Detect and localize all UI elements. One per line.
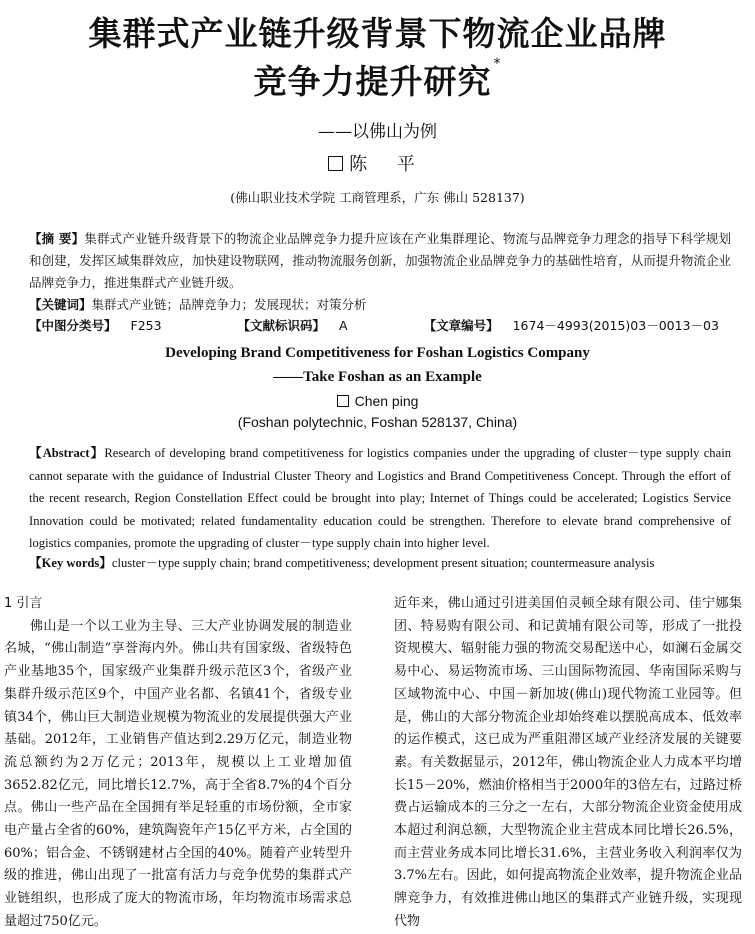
english-affiliation: (Foshan polytechnic, Foshan 528137, China)	[237, 414, 518, 430]
english-author-name: Chen ping	[354, 393, 419, 409]
english-abstract	[29, 442, 731, 555]
author-line	[0, 150, 755, 176]
author-affiliation: (佛山职业技术学院 工商管理系，广东 佛山 528137)	[230, 190, 525, 205]
classification-line	[29, 316, 719, 334]
english-author	[0, 393, 755, 409]
body-column-left	[4, 593, 352, 934]
footnote-mark: *	[493, 56, 502, 72]
body-paragraph-left: 佛山是一个以工业为主导、三大产业协调发展的制造业名城，“佛山制造”享誉海内外。佛山共有国家级、省级特色产业基地35个，国家级产业集群升级示范区3个，省级产业集群升级示范区9个，中国产业名都、名镇41个，省级专业镇34个，佛山巨大制造业规模为物流业的发展提供强大产业基础。2012年，工业销售产值达到2.29万亿元，制造业物流总额约为2万亿元；2013年，规模以上工业增加值3652.82亿元，同比增长12.7%，高于全省8.7%的4个百分点。佛山一些产品在全国拥有举足轻重的市场份额，全市家电产量占全省的60%，建筑陶瓷年产15亿平方米，占全国的60%；铝合金、不锈钢建材占全国的40%。随着产业转型升级的推进，佛山出现了一批富有活力与竞争优势的集群式产业链组织，也形成了庞大的物流市场，年均物流市场需求总量超过750亿元。	[4, 618, 352, 929]
abstract-cn-text: 集群式产业链升级背景下的物流企业品牌竞争力提升应该在产业集群理论、物流与品牌竞争力理念的指导下科学规划和创建，发挥区域集群效应，加快建设物联网，推动物流服务创新，加强物流企业品牌竞争力的基础性培育，从而提升物流企业品牌竞争力，推进集群式产业链升级。	[29, 231, 731, 290]
doc-code-value: A	[339, 318, 348, 333]
paper-title-line2-text: 竞争力提升研究	[253, 62, 492, 101]
english-abstract-text: Research of developing brand competitiveness for logistics companies under the upgrading of cluster－type supply chain cannot separate with the guidance of Industrial Cluster Theory and Logistics and Brand Competitiveness Concept. Through the effort of the recent research, Region Constellation Effect could be brought into play; Internet of Things could be accelerated; Logistics Service Innovation could be motivated; related fundamentality education could be strengthen. Therefore to elevate brand comprehensive of logistics companies, promote the upgrading of cluster－type supply chain into higher level.	[29, 446, 731, 550]
abstract-cn	[29, 228, 731, 294]
article-number-label: 【文章编号】	[423, 318, 499, 333]
author-box-icon	[328, 156, 343, 171]
clc-value: F253	[130, 318, 162, 333]
article-number-value: 1674－4993(2015)03－0013－03	[512, 318, 719, 333]
body-column-right	[394, 593, 742, 934]
english-subtitle: ——Take Foshan as an Example	[273, 369, 482, 385]
section-heading: 1 引言	[4, 596, 43, 611]
clc-label: 【中图分类号】	[29, 318, 117, 333]
english-keywords-text: cluster－type supply chain; brand competitiveness; development present situation; countermeasure analysis	[111, 556, 655, 570]
body-paragraph-right: 近年来，佛山通过引进美国伯灵顿全球有限公司、佳宁娜集团、特易购有限公司、和记黄埔有限公司等，形成了一批投资规模大、辐射能力强的物流交易配送中心，如澜石金属交易中心、易运物流市场、三山国际物流园、华南国际采购与区域物流中心、中国－新加坡(佛山)现代物流工业园等。但是，佛山的大部分物流企业却始终难以摆脱高成本、低效率的运作模式，这已成为严重阻滞区域产业经济发展的关键要素。有关数据显示，2012年，佛山物流企业人力成本平均增长15－20%，燃油价格相当于2000年的3倍左右，过路过桥费占运输成本的三分之一左右，大部分物流企业资金使用成本超过利润总额，大型物流企业主营成本同比增长26.5%，而主营业务成本同比增长31.6%，主营业务收入利润率仅为3.7%左右。因此，如何提高物流企业效率，提升物流企业品牌竞争力，有效推进佛山地区的集群式产业链升级，实现现代物	[394, 596, 742, 929]
english-keywords-label: 【Key words】	[29, 556, 112, 570]
paper-title-line2	[0, 56, 755, 103]
abstract-cn-label: 【摘 要】	[29, 231, 85, 246]
paper-subtitle: ——以佛山为例	[318, 122, 437, 142]
english-keywords	[29, 552, 731, 571]
keywords-cn-text: 集群式产业链；品牌竞争力；发展现状；对策分析	[91, 297, 367, 312]
english-abstract-label: 【Abstract】	[29, 446, 105, 460]
keywords-cn	[29, 294, 731, 316]
paper-title-line1: 集群式产业链升级背景下物流企业品牌	[88, 14, 667, 53]
author-name: 陈 平	[349, 154, 427, 175]
english-title: Developing Brand Competitiveness for Foshan Logistics Company	[165, 345, 590, 361]
english-author-box-icon	[337, 395, 349, 407]
doc-code-label: 【文献标识码】	[237, 318, 326, 333]
keywords-cn-label: 【关键词】	[29, 297, 92, 312]
